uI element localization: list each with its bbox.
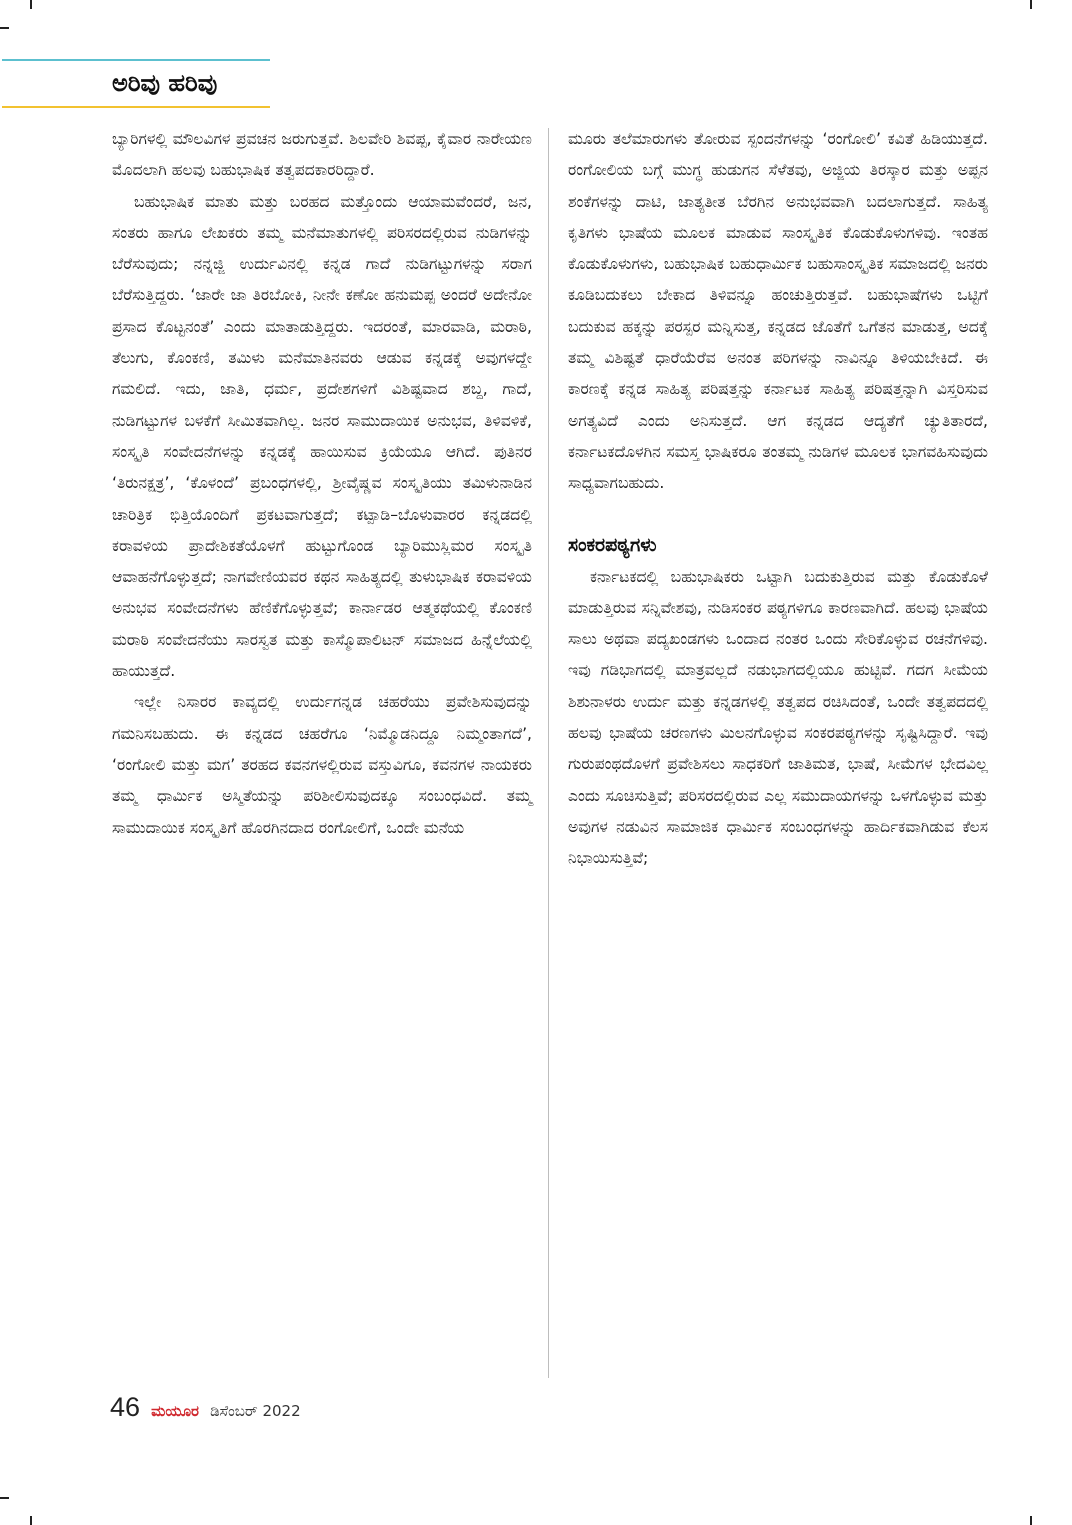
header-rule-top xyxy=(2,59,270,61)
crop-mark xyxy=(0,1497,9,1499)
paragraph: ಕರ್ನಾಟಕದಲ್ಲಿ ಬಹುಭಾಷಿಕರು ಒಟ್ಟಾಗಿ ಬದುಕುತ್ತಿರುವ ಮತ್ತು ಕೊಡುಕೊಳೆ ಮಾಡುತ್ತಿರುವ ಸನ್ನಿವೇಶವು, ನುಡಿಸಂಕರ ಪಠ್ಯಗಳಿಗೂ ಕಾರಣವಾಗಿದೆ. ಹಲವು ಭಾಷೆಯ ಸಾಲು ಅಥವಾ ಪದ್ಯಖಂಡಗಳು ಒಂದಾದ ನಂತರ ಒಂದು ಸೇರಿಕೊಳ್ಳುವ ರಚನೆಗಳಿವು. ಇವು ಗಡಿಭಾಗದಲ್ಲಿ ಮಾತ್ರವಲ್ಲದೆ ನಡುಭಾಗದಲ್ಲಿಯೂ ಹುಟ್ಟಿವೆ. ಗದಗ ಸೀಮೆಯ ಶಿಶುನಾಳರು ಉರ್ದು ಮತ್ತು ಕನ್ನಡಗಳಲ್ಲಿ ತತ್ವಪದ ರಚಿಸಿದಂತೆ, ಒಂದೇ ತತ್ವಪದದಲ್ಲಿ ಹಲವು ಭಾಷೆಯ ಚರಣಗಳು ಮಿಲನಗೊಳ್ಳುವ ಸಂಕರಪಠ್ಯಗಳನ್ನು ಸೃಷ್ಟಿಸಿದ್ದಾರೆ. ಇವು ಗುರುಪಂಥದೊಳಗೆ ಪ್ರವೇಶಿಸಲು ಸಾಧಕರಿಗೆ ಜಾತಿಮತ, ಭಾಷೆ, ಸೀಮೆಗಳ ಭೇದವಿಲ್ಲ ಎಂದು ಸೂಚಿಸುತ್ತಿವೆ; ಪರಿಸರದಲ್ಲಿರುವ ಎಲ್ಲ ಸಮುದಾಯಗಳನ್ನು ಒಳಗೊಳ್ಳುವ ಮತ್ತು ಅವುಗಳ ನಡುವಿನ ಸಾಮಾಜಿಕ ಧಾರ್ಮಿಕ ಸಂಬಂಧಗಳನ್ನು ಹಾರ್ದಿಕವಾಗಿಡುವ ಕೆಲಸ ನಿಭಾಯಿಸುತ್ತಿವೆ; xyxy=(568,567,988,868)
subheading: ಸಂಕರಪಠ್ಯಗಳು xyxy=(568,533,657,556)
paragraph: ಮೂರು ತಲೆಮಾರುಗಳು ತೋರುವ ಸ್ಪಂದನೆಗಳನ್ನು ‘ರಂಗೋಲಿ’ ಕವಿತೆ ಹಿಡಿಯುತ್ತದೆ. ರಂಗೋಲಿಯ ಬಗ್ಗೆ ಮುಗ್ಧ ಹುಡುಗನ ಸೆಳೆತವು, ಅಜ್ಜಿಯ ತಿರಸ್ಕಾರ ಮತ್ತು ಅಪ್ಪನ ಶಂಕೆಗಳನ್ನು ದಾಟಿ, ಜಾತ್ಯತೀತ ಬೆರಗಿನ ಅನುಭವವಾಗಿ ಬದಲಾಗುತ್ತದೆ. ಸಾಹಿತ್ಯ ಕೃತಿಗಳು ಭಾಷೆಯ ಮೂಲಕ ಮಾಡುವ ಸಾಂಸ್ಕೃತಿಕ ಕೊಡುಕೊಳುಗಳಿವು. ಇಂತಹ ಕೊಡುಕೊಳುಗಳು, ಬಹುಭಾಷಿಕ ಬಹುಧಾರ್ಮಿಕ ಬಹುಸಾಂಸ್ಕೃತಿಕ ಸಮಾಜದಲ್ಲಿ ಜನರು ಕೂಡಿಬದುಕಲು ಬೇಕಾದ ತಿಳಿವನ್ನೂ ಹಂಚುತ್ತಿರುತ್ತವೆ. ಬಹುಭಾಷೆಗಳು ಒಟ್ಟಿಗೆ ಬದುಕುವ ಹಕ್ಕನ್ನು ಪರಸ್ಪರ ಮನ್ನಿಸುತ್ತ, ಕನ್ನಡದ ಜೊತೆಗೆ ಒಗೆತನ ಮಾಡುತ್ತ, ಅದಕ್ಕೆ ತಮ್ಮ ವಿಶಿಷ್ಟತೆ ಧಾರೆಯೆರೆವ ಅನಂತ ಪರಿಗಳನ್ನು ನಾವಿನ್ನೂ ತಿಳಿಯಬೇಕಿದೆ. ಈ ಕಾರಣಕ್ಕೆ ಕನ್ನಡ ಸಾಹಿತ್ಯ ಪರಿಷತ್ತನ್ನು ಕರ್ನಾಟಕ ಸಾಹಿತ್ಯ ಪರಿಷತ್ತನ್ನಾಗಿ ವಿಸ್ತರಿಸುವ ಅಗತ್ಯವಿದೆ ಎಂದು ಅನಿಸುತ್ತದೆ. ಆಗ ಕನ್ನಡದ ಆದ್ಯತೆಗೆ ಚ್ಯುತಿತಾರದೆ, ಕರ್ನಾಟಕದೊಳಗಿನ ಸಮಸ್ತ ಭಾಷಿಕರೂ ತಂತಮ್ಮ ನುಡಿಗಳ ಮೂಲಕ ಭಾಗವಹಿಸುವುದು ಸಾಧ್ಯವಾಗಬಹುದು. xyxy=(568,130,988,493)
crop-mark xyxy=(0,27,9,29)
magazine-name: ಮಯೂರ xyxy=(151,1402,199,1420)
crop-mark xyxy=(1030,0,1032,9)
paragraph: ಬ್ಯಾರಿಗಳಲ್ಲಿ ಮೌಲವಿಗಳ ಪ್ರವಚನ ಜರುಗುತ್ತವೆ. ಶಿಲವೇರಿ ಶಿವಪ್ಪ, ಕೈವಾರ ನಾರೇಯಣ ಮೊದಲಾಗಿ ಹಲವು ಬಹುಭಾಷಿಕ ತತ್ವಪದಕಾರರಿದ್ದಾರೆ. xyxy=(112,130,532,180)
crop-mark xyxy=(30,1516,32,1525)
column-divider xyxy=(548,128,549,1378)
crop-mark xyxy=(30,0,32,9)
paragraph: ಇಲ್ಲೇ ನಿಸಾರರ ಕಾವ್ಯದಲ್ಲಿ ಉರ್ದುಗನ್ನಡ ಚಹರೆಯು ಪ್ರವೇಶಿಸುವುದನ್ನು ಗಮನಿಸಬಹುದು. ಈ ಕನ್ನಡದ ಚಹರೆಗೂ ‘ನಿಮ್ಮೊಡನಿದ್ದೂ ನಿಮ್ಮಂತಾಗದೆ’, ‘ರಂಗೋಲಿ ಮತ್ತು ಮಗ’ ತರಹದ ಕವನಗಳಲ್ಲಿರುವ ವಸ್ತುವಿಗೂ, ಕವನಗಳ ನಾಯಕರು ತಮ್ಮ ಧಾರ್ಮಿಕ ಅಸ್ಮಿತೆಯನ್ನು ಪರಿಶೀಲಿಸುವುದಕ್ಕೂ ಸಂಬಂಧವಿದೆ. ತಮ್ಮ ಸಾಮುದಾಯಿಕ ಸಂಸ್ಕೃತಿಗೆ ಹೊರಗಿನದಾದ ರಂಗೋಲಿಗೆ, ಒಂದೇ ಮನೆಯ xyxy=(112,693,532,837)
article-column-left xyxy=(112,124,532,844)
section-title: ಅರಿವು ಹರಿವು xyxy=(112,69,218,97)
paragraph: ಬಹುಭಾಷಿಕ ಮಾತು ಮತ್ತು ಬರಹದ ಮತ್ತೊಂದು ಆಯಾಮವೆಂದರೆ, ಜನ, ಸಂತರು ಹಾಗೂ ಲೇಖಕರು ತಮ್ಮ ಮನೆಮಾತುಗಳಲ್ಲಿ ಪರಿಸರದಲ್ಲಿರುವ ನುಡಿಗಳನ್ನು ಬೆರೆಸುವುದು; ನನ್ನಜ್ಜಿ ಉರ್ದುವಿನಲ್ಲಿ ಕನ್ನಡ ಗಾದೆ ನುಡಿಗಟ್ಟುಗಳನ್ನು ಸರಾಗ ಬೆರೆಸುತ್ತಿದ್ದರು. ‘ಜಾರೇ ಜಾ ತಿರಬೋಕಿ, ನೀನೇ ಕಣೋ ಹನುಮಪ್ಪ ಅಂದರೆ ಅದೇನೋ ಪ್ರಸಾದ ಕೊಟ್ಟನಂತೆ’ ಎಂದು ಮಾತಾಡುತ್ತಿದ್ದರು. ಇದರಂತೆ, ಮಾರವಾಡಿ, ಮರಾಠಿ, ತೆಲುಗು, ಕೊಂಕಣಿ, ತಮಿಳು ಮನೆಮಾತಿನವರು ಆಡುವ ಕನ್ನಡಕ್ಕೆ ಅವುಗಳದ್ದೇ ಗಮಲಿದೆ. ಇದು, ಜಾತಿ, ಧರ್ಮ, ಪ್ರದೇಶಗಳಿಗೆ ವಿಶಿಷ್ಟವಾದ ಶಬ್ದ, ಗಾದೆ, ನುಡಿಗಟ್ಟುಗಳ ಬಳಕೆಗೆ ಸೀಮಿತವಾಗಿಲ್ಲ. ಜನರ ಸಾಮುದಾಯಿಕ ಅನುಭವ, ತಿಳಿವಳಿಕೆ, ಸಂಸ್ಕೃತಿ ಸಂವೇದನೆಗಳನ್ನು ಕನ್ನಡಕ್ಕೆ ಹಾಯಿಸುವ ಕ್ರಿಯೆಯೂ ಆಗಿದೆ. ಪುತಿನರ ‘ತಿರುನಕ್ಷತ್ರ’, ‘ಕೊಳಂದೆ’ ಪ್ರಬಂಧಗಳಲ್ಲಿ, ಶ್ರೀವೈಷ್ಣವ ಸಂಸ್ಕೃತಿಯು ತಮಿಳುನಾಡಿನ ಚಾರಿತ್ರಿಕ ಭಿತ್ತಿಯೊಂದಿಗೆ ಪ್ರಕಟವಾಗುತ್ತದೆ; ಕಟ್ಪಾಡಿ–ಬೊಳುವಾರರ ಕನ್ನಡದಲ್ಲಿ ಕರಾವಳಿಯ ಪ್ರಾದೇಶಿಕತೆಯೊಳಗೆ ಹುಟ್ಟುಗೊಂಡ ಬ್ಯಾರಿಮುಸ್ಲಿಮರ ಸಂಸ್ಕೃತಿ ಆವಾಹನೆಗೊಳ್ಳುತ್ತದೆ; ನಾಗವೇಣಿಯವರ ಕಥನ ಸಾಹಿತ್ಯದಲ್ಲಿ ತುಳುಭಾಷಿಕ ಕರಾವಳಿಯ ಅನುಭವ ಸಂವೇದನೆಗಳು ಹೆಣಿಕೆಗೊಳ್ಳುತ್ತವೆ; ಕಾರ್ನಾಡರ ಆತ್ಮಕಥೆಯಲ್ಲಿ ಕೊಂಕಣಿ ಮರಾಠಿ ಸಂವೇದನೆಯು ಸಾರಸ್ವತ ಮತ್ತು ಕಾಸ್ಮೊಪಾಲಿಟನ್ ಸಮಾಜದ ಹಿನ್ನೆಲೆಯಲ್ಲಿ ಹಾಯುತ್ತದೆ. xyxy=(112,192,532,681)
article-column-right xyxy=(568,124,988,875)
page-footer xyxy=(110,1392,301,1428)
crop-mark xyxy=(1030,1516,1032,1525)
page-number: 46 xyxy=(110,1392,141,1422)
header-rule-bottom xyxy=(2,106,270,108)
issue-date: ಡಿಸೆಂಬರ್ 2022 xyxy=(210,1402,301,1420)
